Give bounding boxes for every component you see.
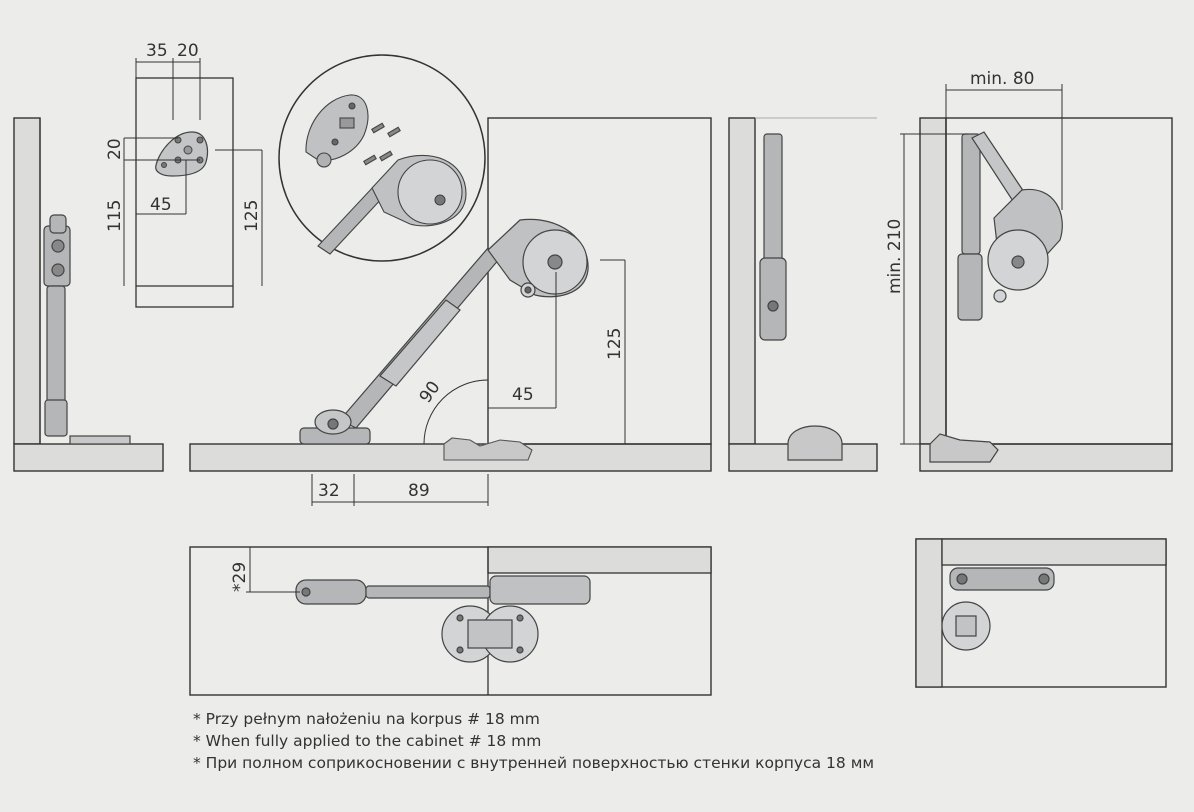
dim-min-80: min. 80 (970, 69, 1035, 89)
view-side-narrow (729, 118, 877, 471)
dim-20-top: 20 (177, 41, 199, 61)
dim-45-template: 45 (150, 195, 172, 215)
view-right-clearance (885, 69, 1172, 471)
dim-115: 115 (105, 199, 125, 232)
dim-20-left: 20 (105, 138, 125, 160)
footnote-russian: * При полном соприкосновении с внутренней поверхностью стенки корпуса 18 мм (193, 754, 875, 772)
dim-35: 35 (146, 41, 168, 61)
cabinet-side-wall (14, 118, 40, 444)
footnote-polish: * Przy pełnym nałożeniu na korpus # 18 mm (193, 710, 540, 728)
view-main-open (190, 55, 711, 506)
view-top-right (916, 539, 1166, 687)
footnotes (193, 708, 874, 774)
door-panel-outline (136, 78, 233, 307)
dim-min-210: min. 210 (885, 218, 905, 294)
detail-circle (279, 55, 485, 261)
dim-45-main: 45 (512, 385, 534, 405)
view-side-left (14, 118, 163, 471)
dim-90-angle: 90 (415, 377, 445, 407)
dim-125-main: 125 (605, 327, 625, 360)
view-drilling-template (105, 41, 262, 307)
view-top-closed (190, 547, 711, 695)
dim-125-template: 125 (242, 199, 262, 232)
dim-star-29: *29 (230, 561, 250, 592)
cabinet-bottom-panel (14, 444, 163, 471)
footnote-english: * When fully applied to the cabinet # 18 mm (193, 732, 542, 750)
dim-32: 32 (318, 481, 340, 501)
lift-mechanism-side (44, 215, 130, 444)
dim-89: 89 (408, 481, 430, 501)
